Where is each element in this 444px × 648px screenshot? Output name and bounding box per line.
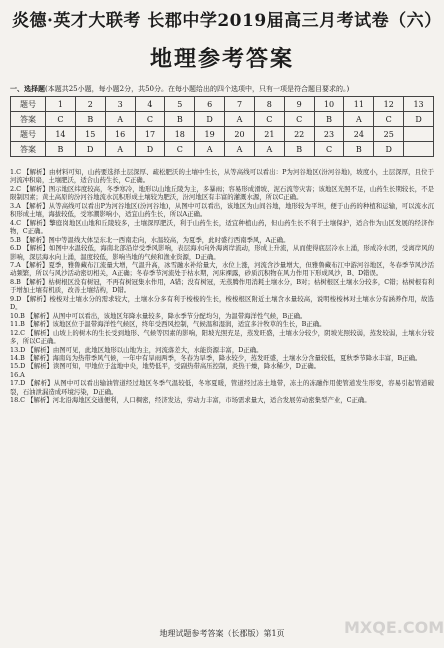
table-row bbox=[11, 112, 434, 127]
table-cell: 17 bbox=[135, 127, 165, 142]
explanation-item: 12.C 【解析】山坡上的树木的生长受到地形、气候等因素的影响，阳坡光照充足，蒸发旺盛，土壤水分较少，阴坡光照较弱，蒸发较弱，土壤水分较多，所以C正确。 bbox=[10, 328, 434, 346]
explanation-item: 10.B 【解析】从图中可以看出，该地区年降水量较多，降水季节分配均匀，为温带海洋性气候，B正确。 bbox=[10, 311, 307, 320]
table-cell: 23 bbox=[314, 127, 344, 142]
table-cell: 21 bbox=[254, 127, 284, 142]
table-cell: 2 bbox=[75, 97, 105, 112]
table-cell: 8 bbox=[254, 97, 284, 112]
explanation-item: 2.C 【解析】图示地区纬度较高，冬季寒冷，地形以山地丘陵为主，多暴雨；容易形成滑坡、泥石流等灾害；该地区光照不足，山药生长期较长，不是限制因素；黄土高原的汾河谷地流水沉积形成土壤较为肥沃，汾河地区有丰富的灌溉水源，所以C正确。 bbox=[10, 184, 434, 202]
explanation-item: 11.B 【解析】该地区位于温带海洋性气候区，终年受西风控制，气候温和湿润，适宜多汁牧草的生长，B正确。 bbox=[10, 320, 326, 329]
table-cell bbox=[404, 142, 434, 157]
explanation-item: 4.C 【解析】擎庭岗地区山地和丘陵较多，土壤深厚肥沃，利于山药生长，适宜种植山药，但山药生长不利于土壤保护，适合作为山区发展的经济作物，C正确。 bbox=[10, 218, 434, 236]
answer-table bbox=[10, 96, 434, 157]
explanation-item: 5.B 【解析】图中等温线大体呈东北一西南走向，水温较高，为夏季，此时盛行西南季风，A正确。 bbox=[10, 235, 290, 244]
explanation-item: 9.D 【解析】梭梭对土壤水分的需求较大，土壤水分多有利于梭梭的生长，梭梭根区附近土壤含水量较高，说明梭梭林对土壤水分有涵养作用，故选D。 bbox=[10, 294, 434, 312]
table-cell: B bbox=[165, 112, 195, 127]
row-label: 题号 bbox=[11, 97, 46, 112]
table-cell: 14 bbox=[46, 127, 76, 142]
table-cell: 22 bbox=[284, 127, 314, 142]
table-cell: 20 bbox=[225, 127, 255, 142]
table-cell: A bbox=[225, 112, 255, 127]
table-cell: A bbox=[195, 142, 225, 157]
table-cell: 25 bbox=[374, 127, 404, 142]
table-cell: B bbox=[46, 142, 76, 157]
table-cell: B bbox=[314, 112, 344, 127]
table-cell: C bbox=[374, 112, 404, 127]
table-cell: C bbox=[314, 142, 344, 157]
explanation-item: 13.D 【解析】由图可见，此地区地形以山地为主，河流落差大，水能资源丰富，D正确。 bbox=[10, 345, 263, 354]
explanation-item: 14.B 【解析】海南岛为热带季风气候，一年中有旱雨两季，冬春为旱季，降水较少，蒸发旺盛，土壤水分含量较低，夏秋季节降水丰富，B正确。 bbox=[10, 353, 422, 362]
table-cell: 13 bbox=[404, 97, 434, 112]
table-cell: D bbox=[195, 112, 225, 127]
explanation-item: 3.A 【解析】从等高线可以看出P为河谷地区(汾河谷地)，从图中可以看出，该地区为山间谷地，地形较为平坦，便于山药的种植和运输，可以流水沉积形成土壤，海拔较低，受寒潮影响小，适宜山药生长，所以A正确。 bbox=[10, 201, 434, 219]
table-cell: C bbox=[46, 112, 76, 127]
page-title: 地理参考答案 bbox=[149, 47, 294, 72]
table-cell: 15 bbox=[75, 127, 105, 142]
table-cell: C bbox=[165, 142, 195, 157]
table-cell: 19 bbox=[195, 127, 225, 142]
row-label: 答案 bbox=[11, 142, 46, 157]
table-cell: 24 bbox=[344, 127, 374, 142]
table-row bbox=[11, 142, 434, 157]
page-footer: 地理试题参考答案（长郡版）第1页 bbox=[159, 629, 285, 638]
table-cell: B bbox=[344, 142, 374, 157]
section-instructions bbox=[10, 84, 434, 94]
table-cell: 1 bbox=[46, 97, 76, 112]
explanation-item: 6.D 【解析】如图中水温较低，海南北部沿岸受季风影响，表层海水向外海离岸流动，形成上升流，从而使得底层冷水上涌，形成冷水团，受离岸风的影响，深层海水向上涌，温度较低，影响当地的气候和渔业资源，D正确。 bbox=[10, 244, 434, 261]
table-cell: C bbox=[135, 112, 165, 127]
table-cell: 18 bbox=[165, 127, 195, 142]
explanation-item: 16.A bbox=[10, 370, 25, 379]
table-cell: D bbox=[404, 112, 434, 127]
table-cell: C bbox=[284, 112, 314, 127]
explanation-item: 18.C 【解析】河北沿海地区交通便利，人口稠密，经济发达，劳动力丰富，市场需求量大，适合发展劳动密集型产业，C正确。 bbox=[10, 396, 371, 405]
explanation-item: 8.B 【解析】枯树根区没有树冠，不再有树冠集水作用，A错；没有树冠，无蒸腾作用消耗土壤水分，B对；枯树根区土壤水分较多，C错；枯树根有利于增加土壤有机质，改善土壤结构，D错。 bbox=[10, 277, 434, 295]
table-row bbox=[11, 97, 434, 112]
table-cell: D bbox=[374, 142, 404, 157]
table-row bbox=[11, 127, 434, 142]
explanations bbox=[10, 168, 434, 618]
explanation-item: 15.D 【解析】读图可知，甲地位于盆地中央，地势低平，受副热带高压控制，炎热干燥，降水稀少，D正确。 bbox=[10, 362, 321, 371]
table-cell: B bbox=[284, 142, 314, 157]
row-label: 答案 bbox=[11, 112, 46, 127]
table-cell: 16 bbox=[105, 127, 135, 142]
section-description: (本题共25小题，每小题2分，共50分。在每小题给出的四个选项中，只有一项是符合题目要求的。) bbox=[45, 85, 350, 93]
table-cell: A bbox=[344, 112, 374, 127]
table-cell: 6 bbox=[195, 97, 225, 112]
explanation-item: 7.A 【解析】夏季，雅鲁藏布江流量大增，气温升高，冰雪融水补给量大，水位上涨，河流含沙量增大，但雅鲁藏布江中游河谷地区，冬春季节风沙活动频繁，所以与风沙活动密切相关，A正确；冬春季节河流处于枯水期，河床裸露，砂质沉积物在风力作用下形成风沙，B、D错误。 bbox=[10, 260, 434, 278]
watermark-logo: MXQE.COM bbox=[344, 618, 444, 637]
explanation-item: 1.C 【解析】由材料可知，山药要选择土层深厚、疏松肥沃的土壤中生长，从等高线可以看出：P为河谷地区(汾河谷地)，坡度小，土层深厚，且位于河流冲积扇，土壤肥沃，适合山药生长，C正确。 bbox=[10, 168, 434, 185]
row-label: 题号 bbox=[11, 127, 46, 142]
section-label: 一、选择题 bbox=[10, 84, 45, 93]
table-cell: 4 bbox=[135, 97, 165, 112]
table-cell: 11 bbox=[344, 97, 374, 112]
table-cell: A bbox=[105, 142, 135, 157]
table-cell: B bbox=[75, 112, 105, 127]
exam-header: 炎德·英才大联考 长郡中学2019届高三月考试卷（六） bbox=[12, 11, 442, 31]
table-cell: 5 bbox=[165, 97, 195, 112]
table-cell: A bbox=[105, 112, 135, 127]
table-cell: A bbox=[225, 142, 255, 157]
table-cell: 12 bbox=[374, 97, 404, 112]
table-cell: A bbox=[254, 142, 284, 157]
table-cell: 10 bbox=[314, 97, 344, 112]
table-cell: D bbox=[75, 142, 105, 157]
table-cell: D bbox=[135, 142, 165, 157]
table-cell: 9 bbox=[284, 97, 314, 112]
explanation-item: 17.D 【解析】从图中可以看出输油管道经过地区冬季气温较低，冬寒夏暖，管道经过冻土地带，冻土的冻融作用使管道发生形变，容易引起管道破裂，石油泄漏造成环境污染，D正确。 bbox=[10, 379, 434, 396]
table-cell bbox=[404, 127, 434, 142]
table-cell: C bbox=[254, 112, 284, 127]
table-cell: 3 bbox=[105, 97, 135, 112]
table-cell: 7 bbox=[225, 97, 255, 112]
